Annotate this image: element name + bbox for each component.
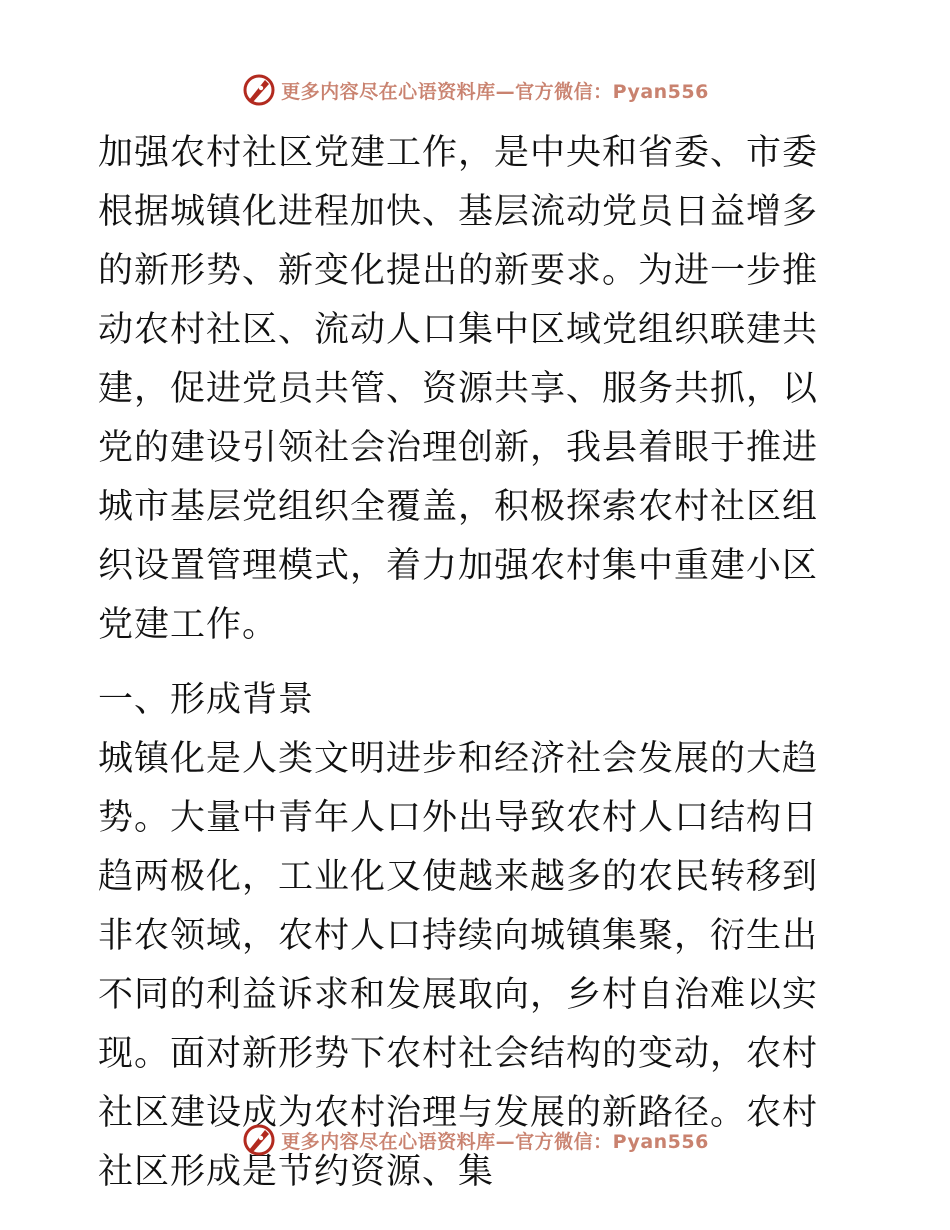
header-banner [0,70,950,110]
pen-nib-logo-icon [241,1122,277,1158]
intro-paragraph: 加强农村社区党建工作，是中央和省委、市委根据城镇化进程加快、基层流动党员日益增多的新形势、新变化提出的新要求。为进一步推动农村社区、流动人口集中区域党组织联建共建，促进党员共管、资源共享、服务共抓，以党的建设引领社会治理创新，我县着眼于推进城市基层党组织全覆盖，积极探索农村社区组织设置管理模式，着力加强农村集中重建小区党建工作。 [98,133,819,645]
pen-nib-logo-icon [241,72,277,108]
document-body [98,124,850,1202]
header-banner-separator: — [495,80,516,103]
header-banner-title: 更多内容尽在心语资料库 [281,80,496,103]
footer-banner-text [281,1127,709,1154]
footer-banner-title: 更多内容尽在心语资料库 [281,1130,496,1153]
footer-banner-separator: — [495,1130,516,1153]
footer-banner-wechat: 官方微信：Pyan556 [515,1130,709,1153]
section-heading: 一、形成背景 [98,680,315,720]
header-banner-wechat: 官方微信：Pyan556 [515,80,709,103]
section-paragraph: 城镇化是人类文明进步和经济社会发展的大趋势。大量中青年人口外出导致农村人口结构日趋两极化，工业化又使越来越多的农民转移到非农领域，农村人口持续向城镇集聚，衍生出不同的利益诉求和发展取向，乡村自治难以实现。面对新形势下农村社会结构的变动，农村社区建设成为农村治理与发展的新路径。农村社区形成是节约资源、集 [98,739,819,1192]
header-banner-text [281,77,709,104]
footer-banner [0,1120,950,1160]
